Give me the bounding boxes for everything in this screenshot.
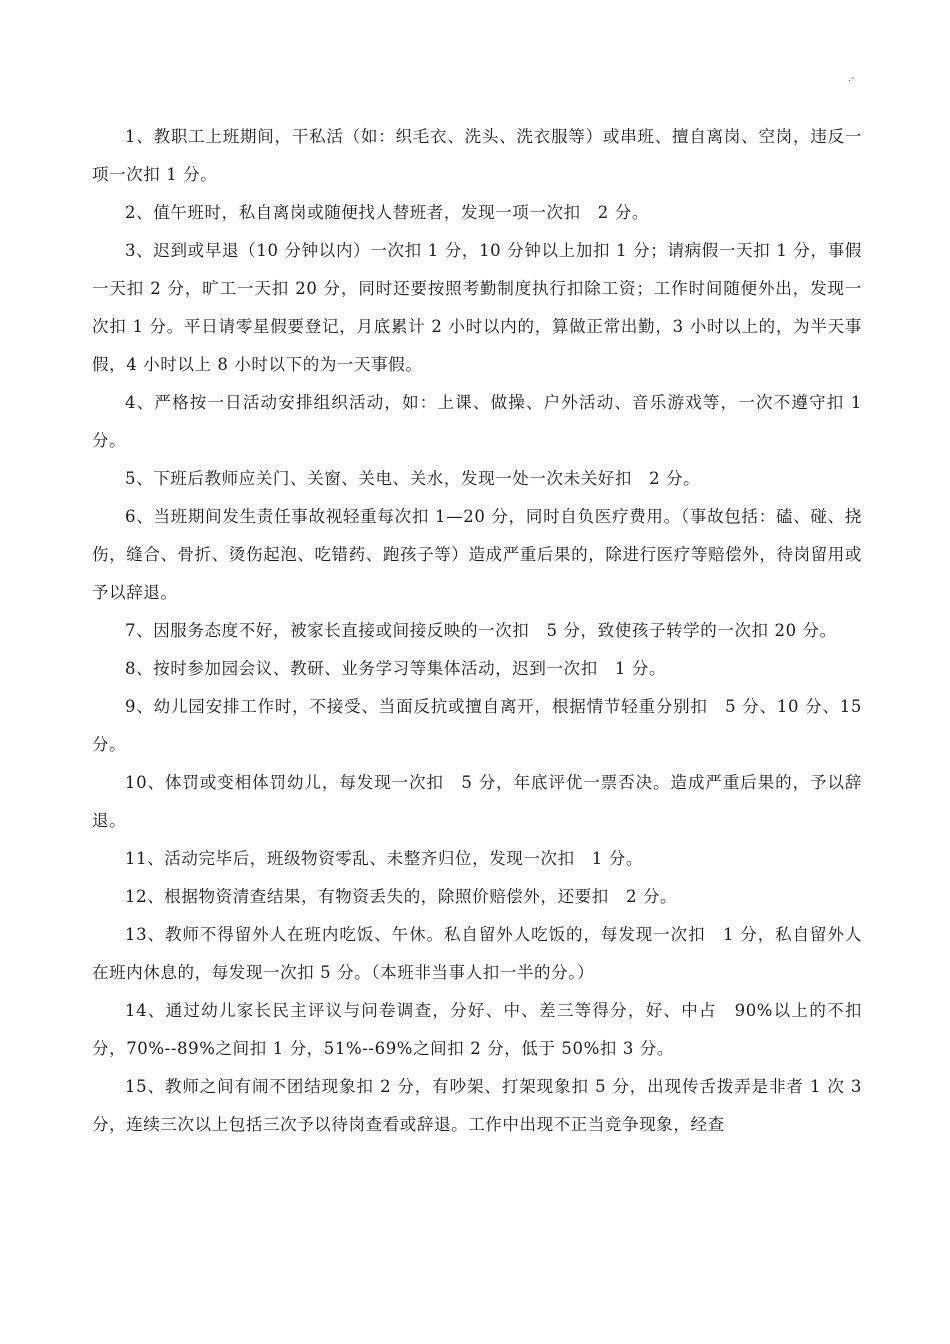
rule-item-4: 4、严格按一日活动安排组织活动，如：上课、做操、户外活动、音乐游戏等，一次不遵守扣 1 分。 — [92, 393, 862, 450]
rule-item-15: 15、教师之间有闹不团结现象扣 2 分，有吵架、打架现象扣 5 分，出现传舌拨弄是非者 1 次 3 分，连续三次以上包括三次予以待岗查看或辞退。工作中出现不正当竞争现象，经查 — [92, 1077, 862, 1134]
rule-item-5: 5、下班后教师应关门、关窗、关电、关水，发现一处一次未关好扣 2 分。 — [125, 469, 701, 488]
rule-item-10: 10、体罚或变相体罚幼儿，每发现一次扣 5 分，年底评优一票否决。造成严重后果的，予以辞退。 — [92, 773, 862, 830]
rule-item-9: 9、幼儿园安排工作时，不接受、当面反抗或擅自离开，根据情节轻重分别扣 5 分、10 分、15 分。 — [92, 697, 862, 754]
rule-item-13: 13、教师不得留外人在班内吃饭、午休。私自留外人吃饭的，每发现一次扣 1 分，私自留外人在班内休息的，每发现一次扣 5 分。（本班非当事人扣一半的分。） — [92, 925, 862, 982]
rule-item-3: 3、迟到或早退（10 分钟以内）一次扣 1 分，10 分钟以上加扣 1 分；请病假一天扣 1 分，事假一天扣 2 分，旷工一天扣 20 分，同时还要按照考勤制度执行扣除工资；工作时间随便外出，发现一次扣 1 分。平日请零星假要登记，月底累计 2 小时以内的，算做正常出勤，3 小时以上的，为半天事假，4 小时以上 8 小时以下的为一天事假。 — [92, 241, 862, 374]
rule-item-12: 12、根据物资清查结果，有物资丢失的，除照价赔偿外，还要扣 2 分。 — [125, 887, 678, 906]
rule-item-8: 8、按时参加园会议、教研、业务学习等集体活动，迟到一次扣 1 分。 — [125, 659, 667, 678]
rule-item-11: 11、活动完毕后，班级物资零乱、未整齐归位，发现一次扣 1 分。 — [125, 849, 643, 868]
rule-item-7: 7、因服务态度不好，被家长直接或间接反映的一次扣 5 分，致使孩子转学的一次扣 20 分。 — [125, 621, 837, 640]
rule-item-6: 6、当班期间发生责任事故视轻重每次扣 1—20 分，同时自负医疗费用。（事故包括：磕、碰、挠伤，缝合、骨折、烫伤起泡、吃错药、跑孩子等）造成严重后果的，除进行医疗等赔偿外，待岗留用或予以辞退。 — [92, 507, 862, 602]
header-mark: .- — [848, 73, 855, 84]
rule-item-14: 14、通过幼儿家长民主评议与问卷调查，分好、中、差三等得分，好、中占 90%以上的不扣分，70%--89%之间扣 1 分，51%--69%之间扣 2 分，低于 50%扣 3 分。 — [92, 1001, 862, 1058]
rule-item-1: 1、教职工上班期间，干私活（如：织毛衣、洗头、洗衣服等）或串班、擅自离岗、空岗，违反一项一次扣 1 分。 — [92, 127, 862, 184]
document-body — [92, 118, 862, 1144]
rule-item-2: 2、值午班时，私自离岗或随便找人替班者，发现一项一次扣 2 分。 — [125, 203, 649, 222]
